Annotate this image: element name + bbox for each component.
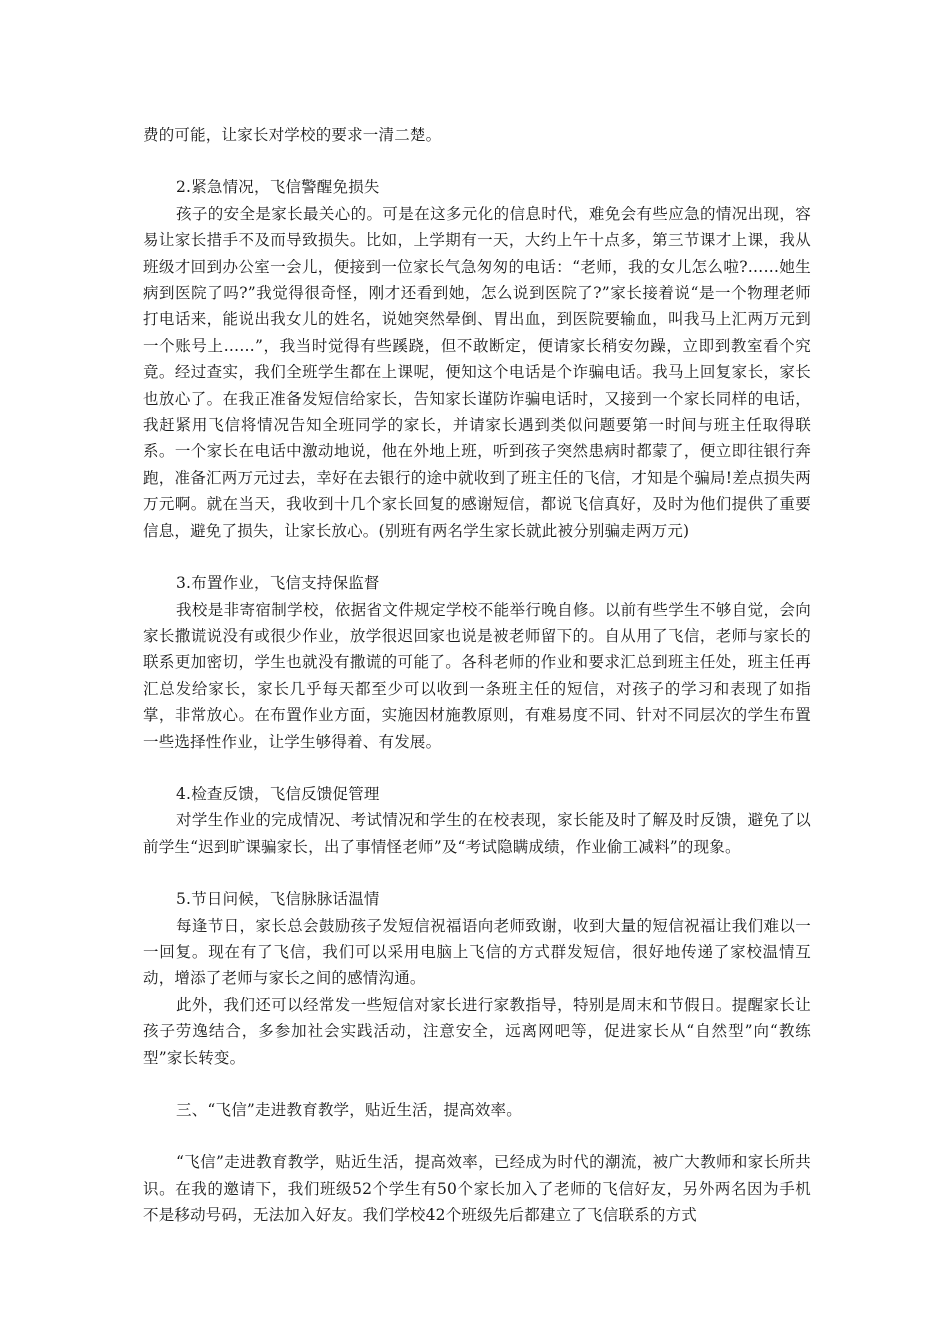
section-heading-part-three: 三、“飞信”走进教育教学，贴近生活，提高效率。 [176, 1101, 522, 1119]
paragraph-part-three: “飞信”走进教育教学，贴近生活，提高效率，已经成为时代的潮流，被广大教师和家长所共识。在我的邀请下，我们班级52个学生有50个家长加入了老师的飞信好友，另外两名因为手机不是移动号码，无法加入好友。我们学校42个班级先后都建立了飞信联系的方式 [143, 1153, 811, 1225]
paragraph-emergency-story: 孩子的安全是家长最关心的。可是在这多元化的信息时代，难免会有些应急的情况出现，容易让家长措手不及而导致损失。比如，上学期有一天，大约上午十点多，第三节课才上课，我从班级才回到办公室一会儿，便接到一位家长气急匆匆的电话：“老师，我的女儿怎么啦?……她生病到医院了吗?”我觉得很奇怪，刚才还看到她，怎么说到医院了?”家长接着说“是一个物理老师打电话来，能说出我女儿的姓名，说她突然晕倒、胃出血，到医院要输血，叫我马上汇两万元到一个账号上……”，我当时觉得有些蹊跷，但不敢断定，便请家长稍安勿躁，立即到教室看个究竟。经过查实，我们全班学生都在上课呢，便知这个电话是个诈骗电话。我马上回复家长，家长也放心了。在我正准备发短信给家长，告知家长谨防诈骗电话时，又接到一个家长同样的电话，我赶紧用飞信将情况告知全班同学的家长，并请家长遇到类似问题要第一时间与班主任取得联系。一个家长在电话中激动地说，他在外地上班，听到孩子突然患病时都蒙了，便立即往银行奔跑，准备汇两万元过去，幸好在去银行的途中就收到了班主任的飞信，才知是个骗局!差点损失两万元啊。就在当天，我收到十几个家长回复的感谢短信，都说飞信真好，及时为他们提供了重要信息，避免了损失，让家长放心。(别班有两名学生家长就此被分别骗走两万元) [143, 204, 811, 540]
paragraph-homework: 我校是非寄宿制学校，依据省文件规定学校不能举行晚自修。以前有些学生不够自觉，会向家长撒谎说没有或很少作业，放学很迟回家也说是被老师留下的。自从用了飞信，老师与家长的联系更加密切，学生也就没有撒谎的可能了。各科老师的作业和要求汇总到班主任处，班主任再汇总发给家长，家长几乎每天都至少可以收到一条班主任的短信，对孩子的学习和表现了如指掌，非常放心。在布置作业方面，实施因材施教原则，有难易度不同、针对不同层次的学生布置一些选择性作业，让学生够得着、有发展。 [143, 600, 811, 751]
paragraph-gap [143, 755, 811, 781]
paragraph-holiday: 每逢节日，家长总会鼓励孩子发短信祝福语向老师致谢，收到大量的短信祝福让我们难以一一回复。现在有了飞信，我们可以采用电脑上飞信的方式群发短信，很好地传递了家校温情互动，增添了老师与家长之间的感情沟通。 [143, 916, 811, 988]
document-body [143, 122, 811, 1229]
paragraph-guidance: 此外，我们还可以经常发一些短信对家长进行家教指导，特别是周末和节假日。提醒家长让孩子劳逸结合，多参加社会实践活动，注意安全，远离网吧等，促进家长从“自然型”向“教练型”家长转变。 [143, 995, 811, 1067]
paragraph-gap [143, 148, 811, 174]
paragraph-continuation: 费的可能，让家长对学校的要求一清二楚。 [143, 126, 442, 144]
paragraph-feedback: 对学生作业的完成情况、考试情况和学生的在校表现，家长能及时了解及时反馈，避免了以前学生“迟到旷课骗家长，出了事情怪老师”及“考试隐瞒成绩，作业偷工减料”的现象。 [143, 811, 811, 856]
section-heading-feedback: 4.检查反馈，飞信反馈促管理 [176, 784, 380, 803]
paragraph-gap [143, 1123, 811, 1149]
section-heading-holiday: 5.节日问候，飞信脉脉话温情 [176, 890, 380, 909]
paragraph-gap [143, 544, 811, 570]
paragraph-gap [143, 860, 811, 886]
section-heading-homework: 3.布置作业，飞信支持保监督 [176, 574, 380, 593]
paragraph-gap [143, 1071, 811, 1097]
section-heading-emergency: 2.紧急情况，飞信警醒免损失 [176, 178, 380, 197]
